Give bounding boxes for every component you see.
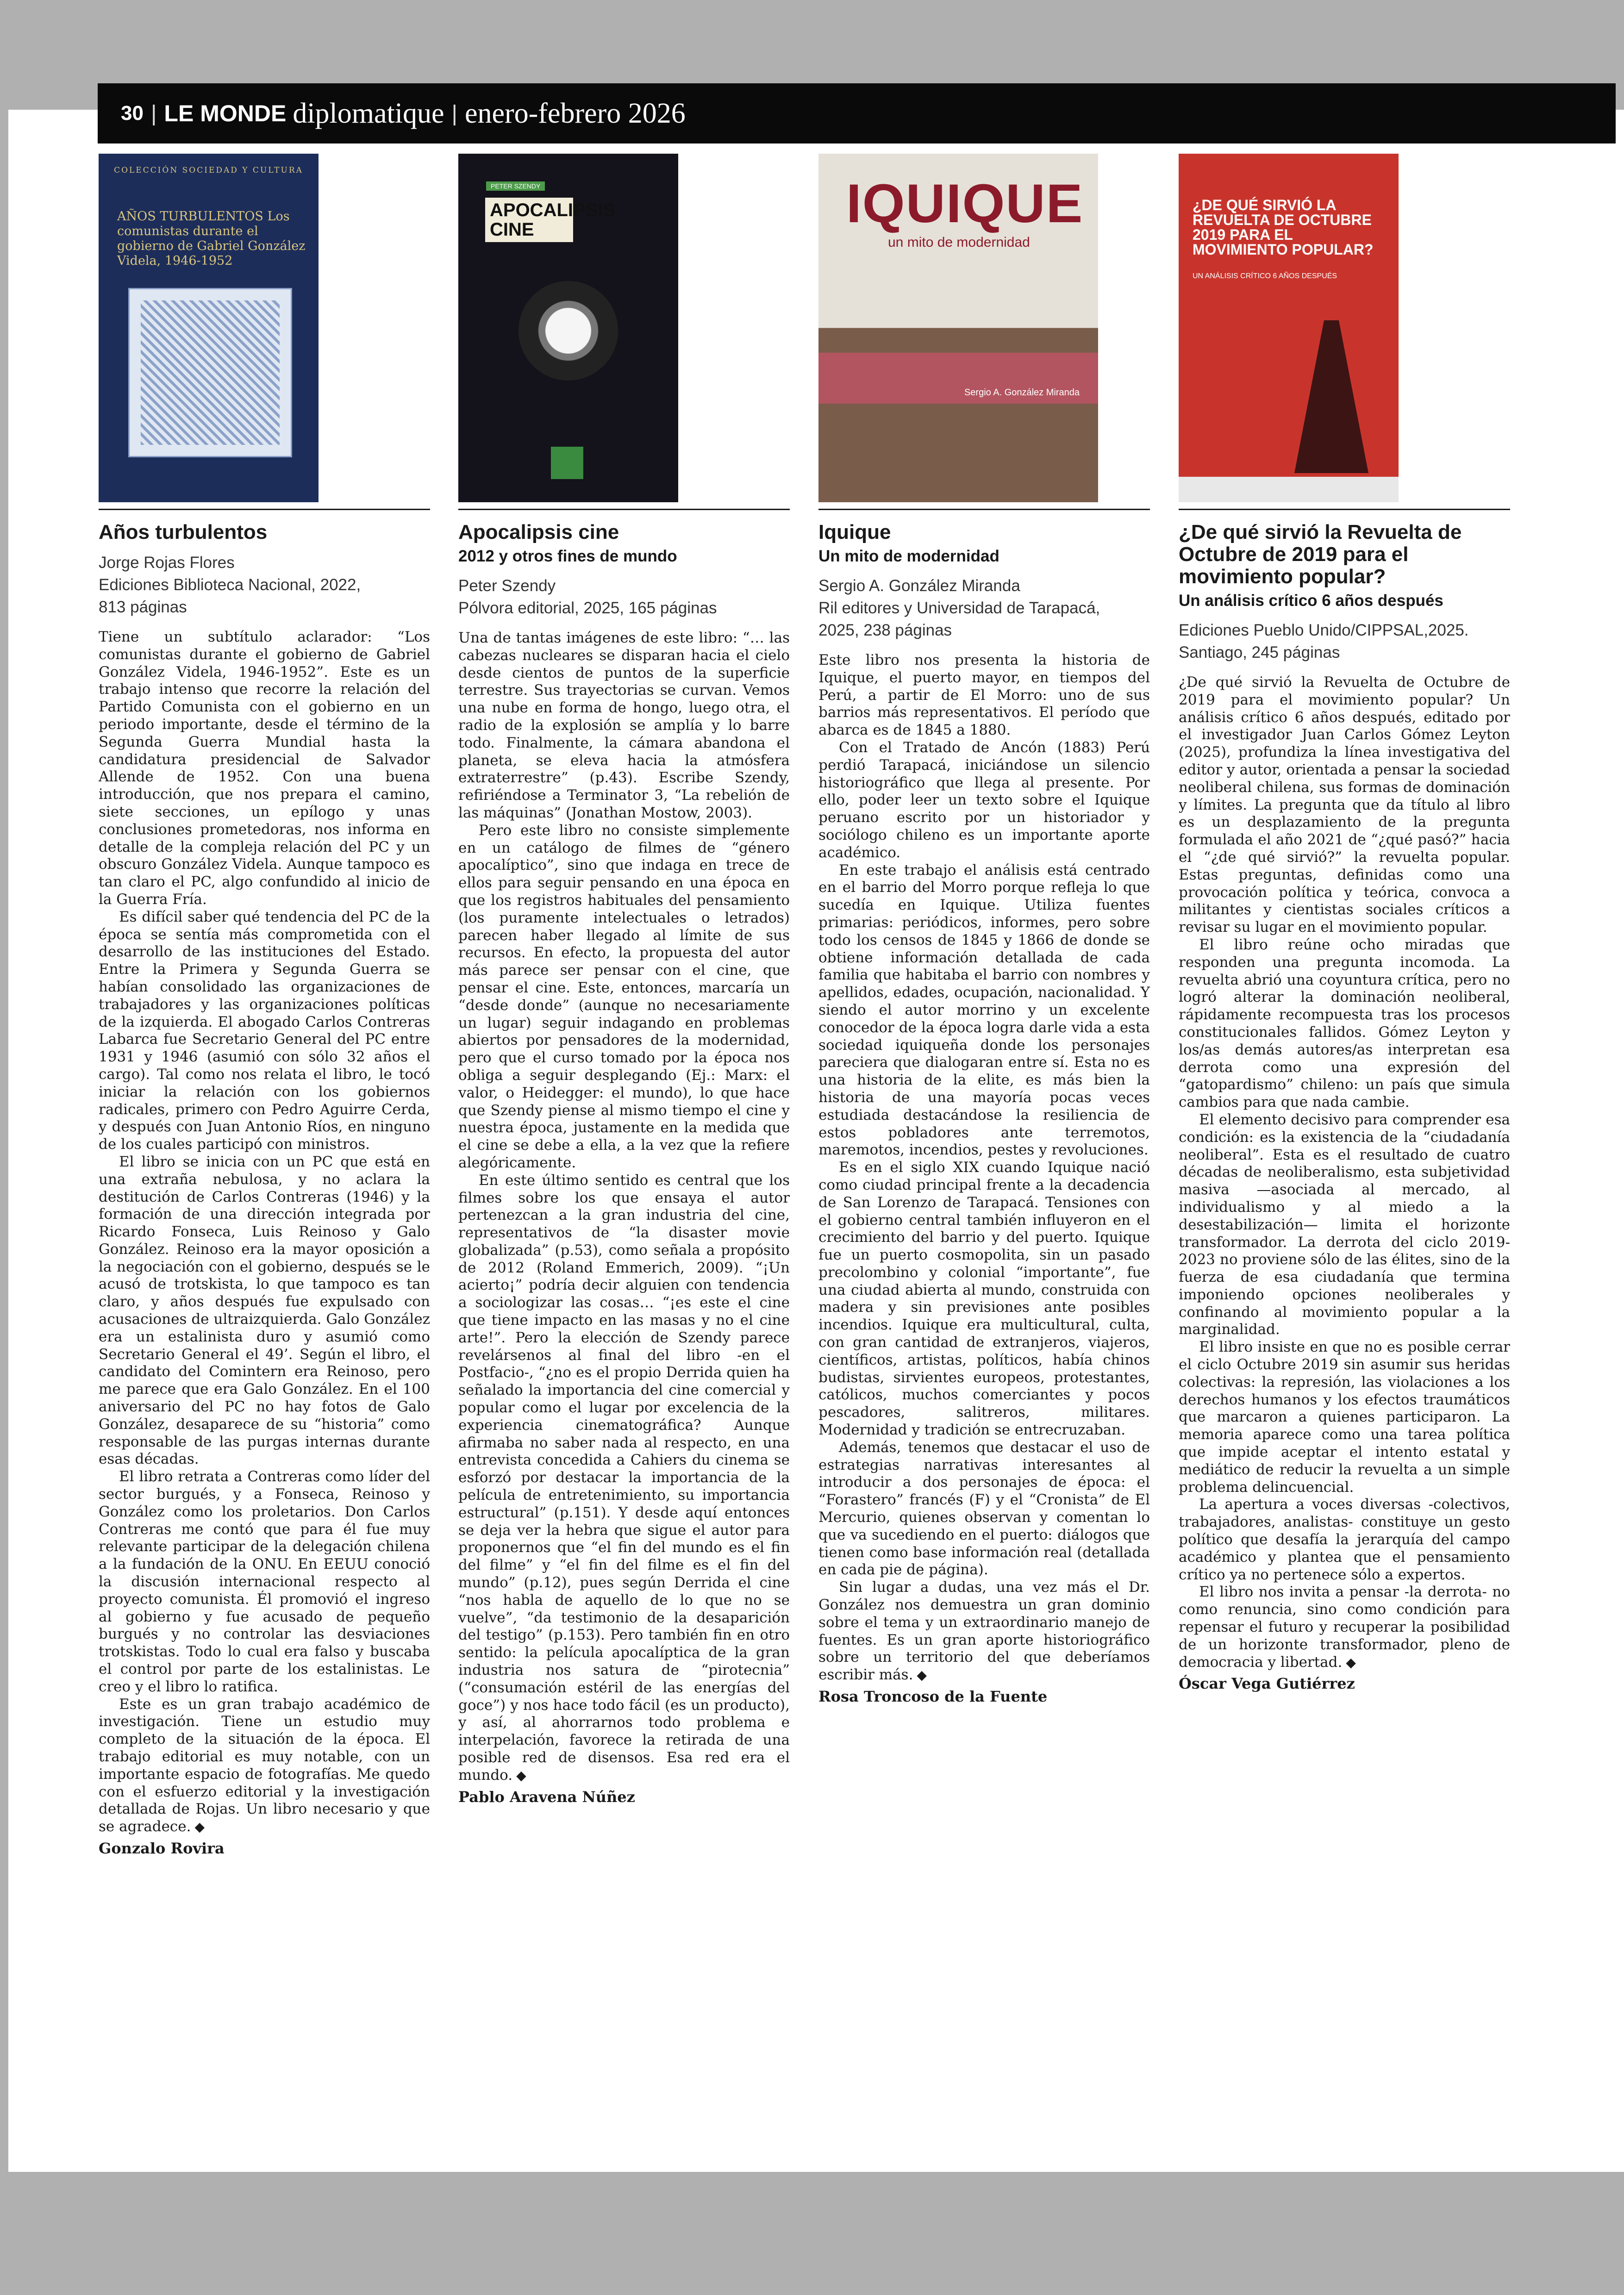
cover-illustration [518,281,618,380]
book-publisher: Ril editores y Universidad de Tarapacá, [818,599,1100,617]
book-author: Jorge Rojas Flores [99,554,235,572]
cover-author: Sergio A. González Miranda [964,387,1080,398]
cover-title: IQUIQUE [846,173,1084,234]
paragraph-last: En este último sentido es central que los filmes sobre los que ensaya el autor pertenezcan a la gran industria del cine, representativos de “la disaster movie globalizada” (p.53), como señala a propósito de 2012 (Roland Emmerich, 2009). “¡Un acierto¡” podría decir alguien con tendencia a sociologizar las cosas… “¡es este el cine que tiene impacto en las masas y no el cine arte!”. Pero la elección de Szendy parece revelársenos al final del libro -en el Postfacio-, “¿no es el propio Derrida quien ha señalado la importancia del cine comercial y popular como el lugar por excelencia de la experiencia cinematográfica? Aunque afirmaba no saber nada al respecto, en una entrevista concedida a Cahiers du cinema se esforzó por destacar la importancia de la película de entretenimiento, su importancia estructural” (p.151). Y desde aquí entonces se deja ver la hebra que sigue el autor para proponernos que “el fin del mundo es el fin del filme” y “el fin del filme es el fin del mundo” (p.12), pues según Derrida el cine “nos habla de aquello de lo que no se vuelve”, “da testimonio de la desaparición del testigo” (p.153). Pero también fin en otro sentido: la película apocalíptica de la gran industria nos satura de “pirotecnia” (“consumación estéril de las energías del goce”) y nos hace todo fácil (es un producto), y así, al ahorrarnos todo problema e interpelación, favorece la retirada de una posible red de disensos. Esa red era el mundo. ◆ [458,1172,790,1784]
book-cover [99,154,319,502]
cover-subtitle: un mito de modernidad [888,235,1030,250]
cover-title: APOCALIPSIS CINE [485,198,573,242]
cover-subtitle: UN ANÁLISIS CRÍTICO 6 AÑOS DESPUÉS [1193,272,1337,280]
paragraph: En este trabajo el análisis está centrado en el barrio del Morro porque refleja lo que sucedía en Iquique. Utiliza fuentes primarias: periódicos, informes, pero sobre todo los censos de 1845 y 1866 de donde se obtiene información detallada de cada familia que habitaba el barrio con nombres y apellidos, edades, ocupación, nacionalidad. Y siendo el autor morrino y un excelente conocedor de la época logra darle vida a esta sociedad iquiqueña donde los personajes pareciera que dialogaran entre sí. Esta no es una historia de la elite, es más bien la historia de una mayoría pocas veces estudiada destacándose la resiliencia de estos pobladores ante terremotos, maremotos, incendios, pestes y revoluciones. [818,861,1150,1159]
review-column-4 [1179,154,1510,1692]
book-pages: Santiago, 245 páginas [1179,643,1340,661]
paragraph: El libro insiste en que no es posible cerrar el ciclo Octubre 2019 sin asumir sus heridas colectivas: la represión, las violaciones a los derechos humanos y los efectos traumáticos que marcaron a quienes participaron. La memoria aparece como una tarea política que impide aceptar el intento estatal y mediático de reducir la revuelta a un simple problema delincuencial. [1179,1339,1510,1496]
book-author: Peter Szendy [458,577,556,595]
review-column-2 [458,154,790,1806]
masthead-separator: | [451,101,457,126]
brand-name: diplomatique [293,97,444,129]
review-body [99,629,430,1836]
book-publisher: Ediciones Biblioteca Nacional, 2022, [99,576,361,594]
end-mark: ◆ [1346,1654,1356,1670]
paragraph: El libro se inicia con un PC que está en una extraña nebulosa, y no aclara la destitución de Carlos Contreras (1946) y la formación de una dirección integrada por Ricardo Fonseca, Luis Reinoso y Galo González. Reinoso era la mayor oposición a la negociación con el gobierno, después se le acusó de trotskista, lo que tampoco es tan claro, y años después fue expulsado con acusaciones de ultraizquierda. Galo González era un estalinista duro y asumió como Secretario General el 49’. Según el libro, el candidato del Comintern era Reinoso, pero me parece que era Galo González. En el 100 aniversario del PC no hay fotos de Galo González, desaparece de su “historia” como responsable de las purgas internas durante esas décadas. [99,1153,430,1468]
book-publisher: Ediciones Pueblo Unido/CIPPSAL,2025. [1179,621,1469,639]
cover-title: ¿DE QUÉ SIRVIÓ LA REVUELTA DE OCTUBRE 2019 PARA EL MOVIMIENTO POPULAR? [1193,197,1374,258]
paragraph: ¿De qué sirvió la Revuelta de Octubre de 2019 para el movimiento popular? Un análisis crítico 6 años después, editado por el investigador Juan Carlos Gómez Leyton (2025), profundiza la línea investigativa del editor y autor, orientada a pensar la sociedad neoliberal chilena, sus formas de dominación y límites. La pregunta que da título al libro es un desplazamiento de la pregunta formulada el año 2021 de “¿qué pasó?” hacia el “¿de qué sirvió?” la revuelta popular. Estas preguntas, definidas como una provocación política y teórica, convoca a militantes y cientistas sociales críticos a revisar su lugar en el movimiento popular. [1179,674,1510,936]
review-author: Rosa Troncoso de la Fuente [818,1688,1048,1706]
cover-illustration [128,288,292,457]
paragraph: Una de tantas imágenes de este libro: “… las cabezas nucleares se disparan hacia el cielo desde cientos de puntos de la superficie terrestre. Sus trayectorias se curvan. Vemos una nube en forma de hongo, luego otra, el radio de la explosión se amplía y lo barre todo. Finalmente, la cámara abandona el planeta, se eleva hacia la atmósfera extraterrestre” (p.43). Escribe Szendy, refiriéndose a Terminator 3, “La rebelión de las máquinas” (Jonathan Mostow, 2003). [458,630,790,821]
divider [99,509,430,510]
book-publisher: Pólvora editorial, 2025, 165 páginas [458,599,717,617]
end-mark: ◆ [516,1767,526,1783]
book-pages: 2025, 238 páginas [818,621,952,639]
review-column-1 [99,154,430,1857]
paragraph: Pero este libro no consiste simplemente en un catálogo de filmes de “género apocalíptico”, sino que indaga en trece de ellos para seguir pensando en una época en que los registros habituales del pensamiento (los puramente intelectuales o letrados) parecen haber llegado al límite de sus recursos. En efecto, la propuesta del autor más parece ser pensar con el cine, que pensar el cine. Este, entonces, marcaría un “desde donde” (aunque no necesariamente un lugar) seguir indagando en problemas abiertos por pensadores de la modernidad, pero que el curso tomado por la época nos obliga a seguir desplegando (Ej.: Marx: el valor, o Heidegger: el mundo), lo que hace que Szendy piense al mismo tiempo el cine y nuestra época, justamente en la medida que el cine se debe a ella, a la vez que la refiere alegóricamente. [458,822,790,1171]
masthead-separator: | [150,101,157,126]
masthead [98,83,1616,143]
paragraph-last: Este es un gran trabajo académico de investigación. Tiene un estudio muy completo de la situación de la época. El trabajo editorial es muy notable, con un importante espacio de fotografías. Me quedo con el esfuerzo editorial y la investigación detallada de Rojas. Un libro necesario y que se agradece. ◆ [99,1696,430,1835]
end-mark: ◆ [917,1667,927,1683]
paragraph: Con el Tratado de Ancón (1883) Perú perdió Tarapacá, iniciándose un silencio historiográfico que llega al presente. Por ello, poder leer un texto sobre el Iquique peruano escrito por un historiador y sociólogo chileno es un importante aporte académico. [818,739,1150,861]
review-body [818,652,1150,1684]
review-author: Pablo Aravena Núñez [458,1788,635,1806]
paragraph-last: Sin lugar a dudas, una vez más el Dr. González nos demuestra un gran dominio sobre el tema y un extraordinario manejo de fuentes. Es un gran aporte historiográfico sobre un territorio del que deberíamos escribir más. ◆ [818,1579,1150,1684]
paragraph: El elemento decisivo para comprender esa condición: es la existencia de la “ciudadanía neoliberal”. Esta es el resultado de cuatro décadas de neoliberalismo, esta subjetividad masiva —asociada al mercado, al individualismo y al miedo a la desestabilización— limita el horizonte transformador. La derrota del ciclo 2019-2023 no proviene sólo de las élites, sino de la fuerza de esa ciudadanía que termina imponiendo opciones neoliberales y confinando al movimiento popular a la marginalidad. [1179,1111,1510,1338]
page-number: 30 [121,102,144,125]
book-cover [818,154,1098,502]
book-subtitle: Un mito de modernidad [818,547,999,565]
paragraph: El libro retrata a Contreras como líder del sector burgués, y a Fonseca, Reinoso y González como los proletarios. Don Carlos Contreras me contó que para él fue muy relevante participar de la delegación chilena a la fundación de la ONU. En EEUU conoció la discusión internacional respecto al proyecto comunista. Él promovió el ingreso al gobierno y fue acusado de pequeño burgués y no controlar las desviaciones trotskistas. Todo lo cual era falso y buscaba el control por parte de los estalinistas. Le creo y el libro lo ratifica. [99,1468,430,1695]
review-author: Óscar Vega Gutiérrez [1179,1675,1355,1693]
book-title: Apocalipsis cine [458,521,619,543]
book-subtitle: Un análisis crítico 6 años después [1179,592,1443,610]
review-column-3 [818,154,1150,1705]
cover-author: PETER SZENDY [486,181,545,191]
book-title: Años turbulentos [99,521,268,543]
book-cover [458,154,678,502]
paragraph: El libro reúne ocho miradas que responden una pregunta incomoda. La revuelta abrió una coyuntura crítica, pero no logró alterar la dominación neoliberal, rápidamente recompuesta tras los procesos constitucionales fallidos. Gómez Leyton y los/as demás autores/as interpretan esa derrota como una expresión del “gatopardismo” chileno: un país que simula cambios para que nada cambie. [1179,936,1510,1111]
book-author: Sergio A. González Miranda [818,577,1020,595]
review-body [1179,674,1510,1671]
book-meta [99,552,430,618]
publisher-logo [551,447,583,479]
paragraph: Es difícil saber qué tendencia del PC de la época se sentía más comprometida con el desarrollo de las instituciones del Estado. Entre la Primera y Segunda Guerra se habían consolidado las organizaciones de trabajadores y las organizaciones políticas de la izquierda. El abogado Carlos Contreras Labarca fue Secretario General del PC entre 1931 y 1946 (asumió con sólo 32 años el cargo). Tal como nos relata el libro, le tocó iniciar la relación con los gobiernos radicales, primero con Pedro Aguirre Cerda, y después con Juan Antonio Ríos, en ninguno de los cuales participó con ministros. [99,908,430,1153]
paragraph: Es en el siglo XIX cuando Iquique nació como ciudad principal frente a la decadencia de San Lorenzo de Tarapacá. Tensiones con el gobierno central también influyeron en el crecimiento del barrio y del puerto. Iquique fue un puerto cosmopolita, sin un pasado precolombino y colonial “importante”, fue una ciudad abierta al mundo, construida con madera y sin previsiones ante posibles incendios. Iquique era multicultural, culta, con gran cantidad de extranjeros, viajeros, científicos, artistas, políticos, había chinos budistas, sirvientes europeos, protestantes, católicos, muchos comerciantes y pocos pescadores, salitreros, militares. Modernidad y tradición se entrecruzaban. [818,1159,1150,1439]
cover-title: AÑOS TURBULENTOS Los comunistas durante el gobierno de Gabriel González Videla, 1946-1952 [117,209,306,268]
paragraph: Además, tenemos que destacar el uso de estrategias narrativas interesantes al introducir a dos personajes de época: el “Forastero” francés (F) y el “Cronista” de El Mercurio, quienes observan y comentan lo que va sucediendo en el puerto: diálogos que tienen como base información real (detallada en cada pie de página). [818,1439,1150,1578]
divider [458,509,790,510]
book-title: Iquique [818,521,891,543]
book-subtitle: 2012 y otros fines de mundo [458,547,677,565]
brand-bold: LE MONDE [164,100,287,126]
book-meta [1179,619,1510,664]
divider [818,509,1150,510]
review-author: Gonzalo Rovira [99,1839,225,1857]
book-meta [458,575,790,619]
paragraph: Este libro nos presenta la historia de Iquique, el puerto mayor, en tiempos del Perú, a partir de El Morro: uno de sus barrios más representativos. El período que abarca es de 1845 a 1880. [818,652,1150,739]
book-title: ¿De qué sirvió la Revuelta de Octubre de 2019 para el movimiento popular? [1179,521,1462,588]
cover-illustration [1294,320,1368,473]
divider [1179,509,1510,510]
issue-date: enero-febrero 2026 [464,97,686,129]
cover-series: COLECCIÓN SOCIEDAD Y CULTURA [114,166,303,175]
book-cover [1179,154,1399,502]
paragraph: Tiene un subtítulo aclarador: “Los comunistas durante el gobierno de Gabriel González Videla, 1946-1952”. Este es un trabajo intenso que recorre la relación del Partido Comunista con el gobierno en un periodo importante, desde el término de la Segunda Guerra Mundial hasta la candidatura presidencial de Salvador Allende de 1952. Con una buena introducción, que nos prepara el camino, siete secciones, un epílogo y unas conclusiones prometedoras, nos informa en detalle de la compleja relación del PC y un obscuro González Videla. Aunque tampoco es tan claro el PC, algo confundido al inicio de la Guerra Fría. [99,629,430,908]
paragraph: La apertura a voces diversas -colectivos, trabajadores, analistas- constituye un gesto político que desafía la jerarquía del campo académico y plantea que el pensamiento crítico ya no pertenece sólo a expertos. [1179,1496,1510,1583]
review-body [458,630,790,1784]
paragraph-last: El libro nos invita a pensar -la derrota- no como renuncia, sino como condición para repensar el futuro y recuperar la posibilidad de un horizonte transformador, pleno de democracia y libertad. ◆ [1179,1584,1510,1671]
end-mark: ◆ [194,1819,205,1835]
book-pages: 813 páginas [99,598,187,616]
book-meta [818,575,1150,642]
cover-footer [1179,477,1399,502]
